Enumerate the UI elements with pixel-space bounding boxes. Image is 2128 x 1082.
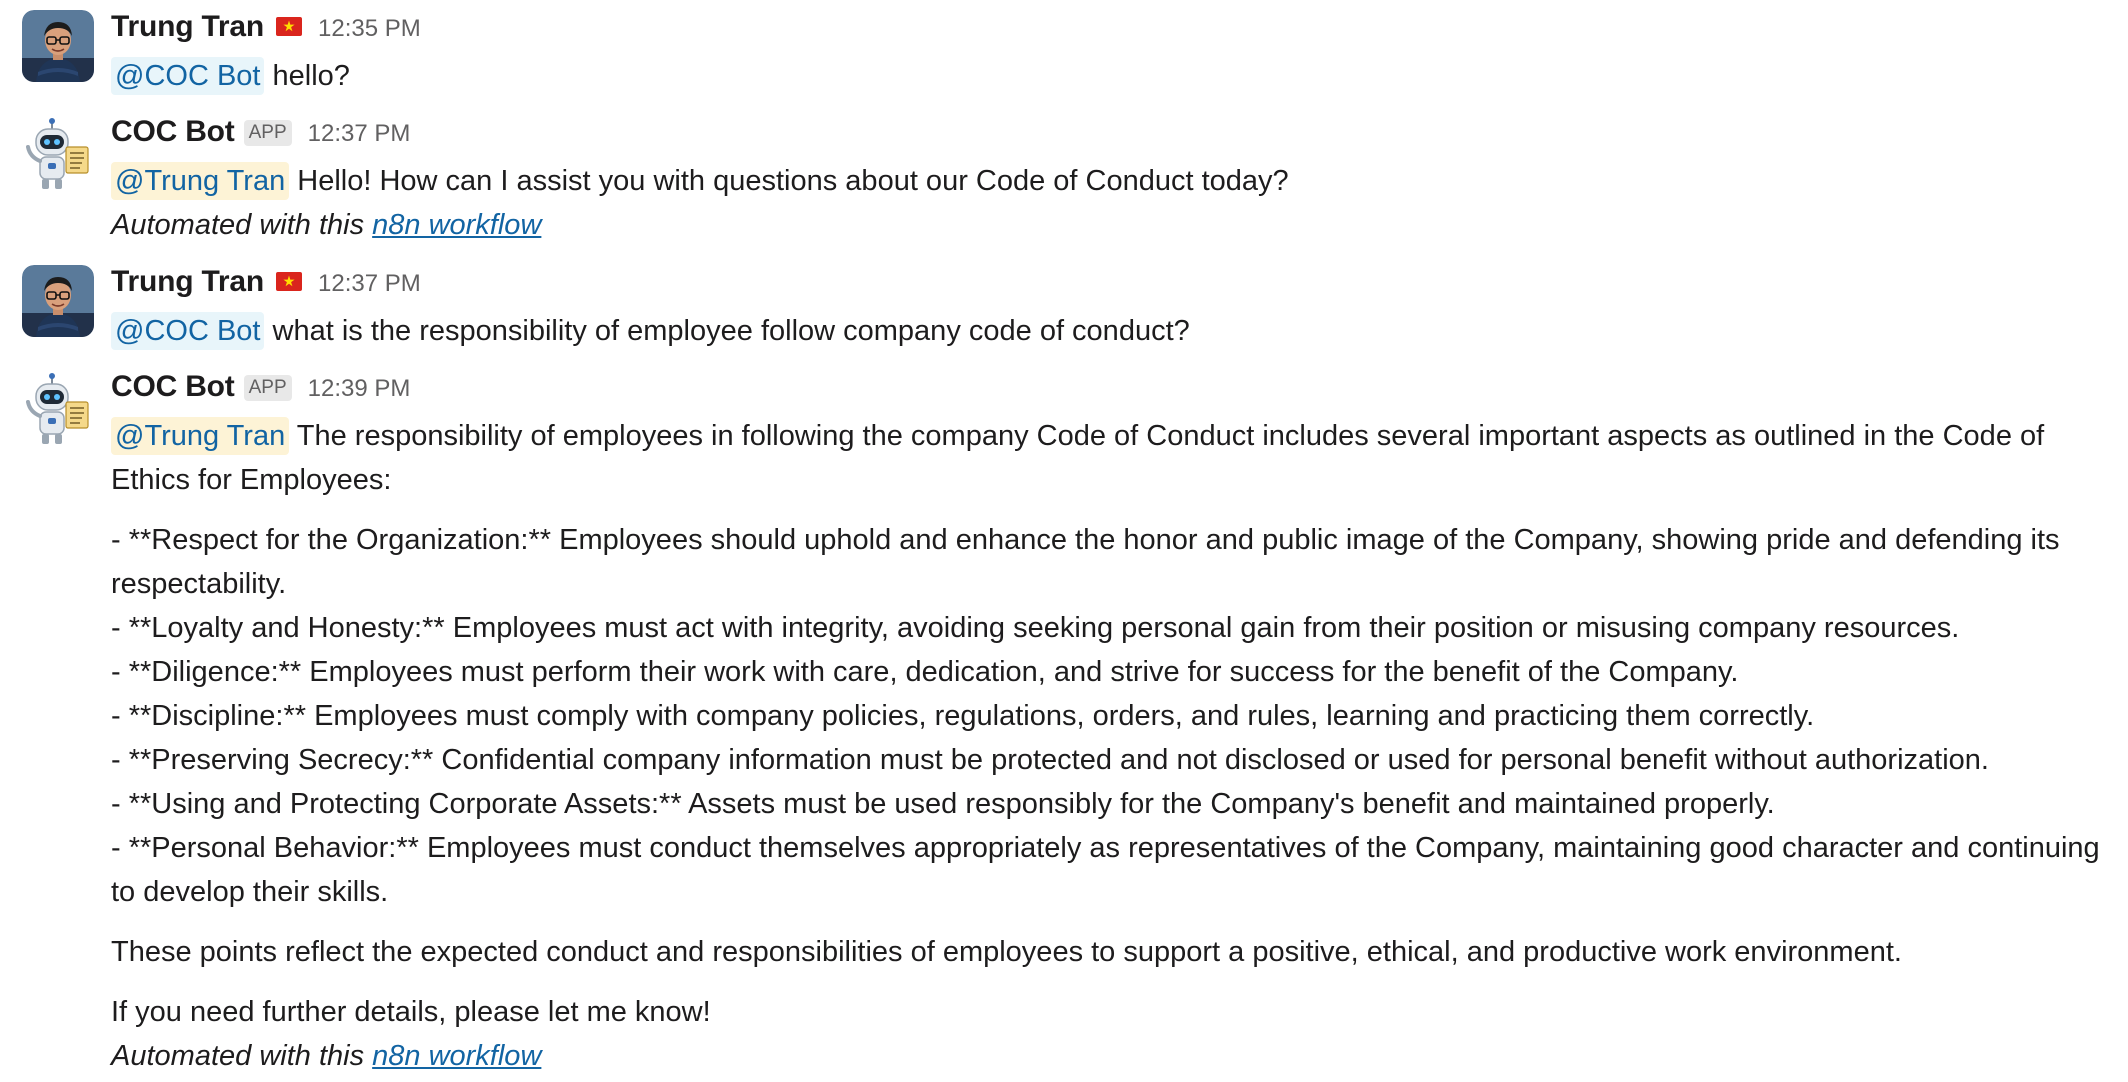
automated-note — [111, 203, 2111, 247]
avatar[interactable] — [22, 265, 94, 337]
list-item: - **Personal Behavior:** Employees must conduct themselves appropriately as representatives of the Company, maintaining good character and continuing to develop their skills. — [111, 832, 2100, 908]
user-mention[interactable]: @Trung Tran — [111, 417, 289, 455]
avatar[interactable] — [22, 117, 94, 189]
automated-prefix: Automated with this — [111, 1040, 365, 1072]
timestamp[interactable]: 12:37 PM — [318, 270, 421, 297]
user-avatar-icon — [22, 10, 94, 82]
timestamp[interactable]: 12:37 PM — [307, 120, 411, 147]
list-item: - **Respect for the Organization:** Employees should uphold and enhance the honor and public image of the Company, showing pride and defending its respectability. — [111, 524, 2060, 600]
list-item: - **Loyalty and Honesty:** Employees must act with integrity, avoiding seeking personal gain from their position or misusing company resources. — [111, 612, 1960, 644]
vn-flag-icon — [276, 17, 302, 36]
message-text — [111, 309, 2111, 353]
avatar[interactable] — [22, 10, 94, 82]
message-intro: The responsibility of employees in following the company Code of Conduct includes several important aspects as outlined in the Code of Ethics for Employees: — [111, 420, 2045, 496]
message-header — [111, 265, 2111, 309]
vn-flag-icon — [276, 272, 302, 291]
message-body — [111, 370, 2111, 1078]
automated-prefix: Automated with this — [111, 209, 365, 241]
timestamp[interactable]: 12:39 PM — [307, 375, 411, 402]
message-text — [111, 159, 2111, 203]
author-name[interactable]: Trung Tran — [111, 10, 265, 43]
user-mention[interactable]: @COC Bot — [111, 57, 264, 95]
bullet-list — [111, 518, 2121, 914]
author-name[interactable]: COC Bot — [111, 370, 235, 403]
app-badge: APP — [244, 120, 292, 146]
list-item: - **Using and Protecting Corporate Assets:** Assets must be used responsibly for the Company's benefit and maintained properly. — [111, 788, 1775, 820]
message-content: what is the responsibility of employee follow company code of conduct? — [272, 315, 1190, 347]
message-content: Hello! How can I assist you with questions about our Code of Conduct today? — [297, 165, 1289, 197]
workflow-link[interactable]: n8n workflow — [372, 1040, 542, 1072]
user-mention[interactable]: @COC Bot — [111, 312, 264, 350]
message-body — [111, 265, 2111, 353]
message-body — [111, 115, 2111, 247]
timestamp[interactable]: 12:35 PM — [318, 15, 421, 42]
robot-avatar-icon — [22, 372, 94, 448]
message-text — [111, 54, 2111, 98]
list-item: - **Preserving Secrecy:** Confidential company information must be protected and not disclosed or used for personal benefit without authorization. — [111, 744, 1989, 776]
robot-avatar-icon — [22, 117, 94, 193]
message-header — [111, 370, 2111, 414]
message-closing: If you need further details, please let me know! — [111, 996, 711, 1028]
list-item: - **Discipline:** Employees must comply with company policies, regulations, orders, and rules, learning and practicing them correctly. — [111, 700, 1815, 732]
message-content: hello? — [272, 60, 350, 92]
message-summary: These points reflect the expected conduct and responsibilities of employees to support a positive, ethical, and productive work environment. — [111, 936, 1902, 968]
author-name[interactable]: Trung Tran — [111, 265, 265, 298]
list-item: - **Diligence:** Employees must perform their work with care, dedication, and strive for success for the benefit of the Company. — [111, 656, 1739, 688]
app-badge: APP — [244, 375, 292, 401]
user-mention[interactable]: @Trung Tran — [111, 162, 289, 200]
message-body — [111, 10, 2111, 98]
message-header — [111, 10, 2111, 54]
user-avatar-icon — [22, 265, 94, 337]
message-text — [111, 414, 2121, 502]
avatar[interactable] — [22, 372, 94, 444]
automated-note — [111, 1034, 2111, 1078]
workflow-link[interactable]: n8n workflow — [372, 209, 542, 241]
author-name[interactable]: COC Bot — [111, 115, 235, 148]
message-header — [111, 115, 2111, 159]
